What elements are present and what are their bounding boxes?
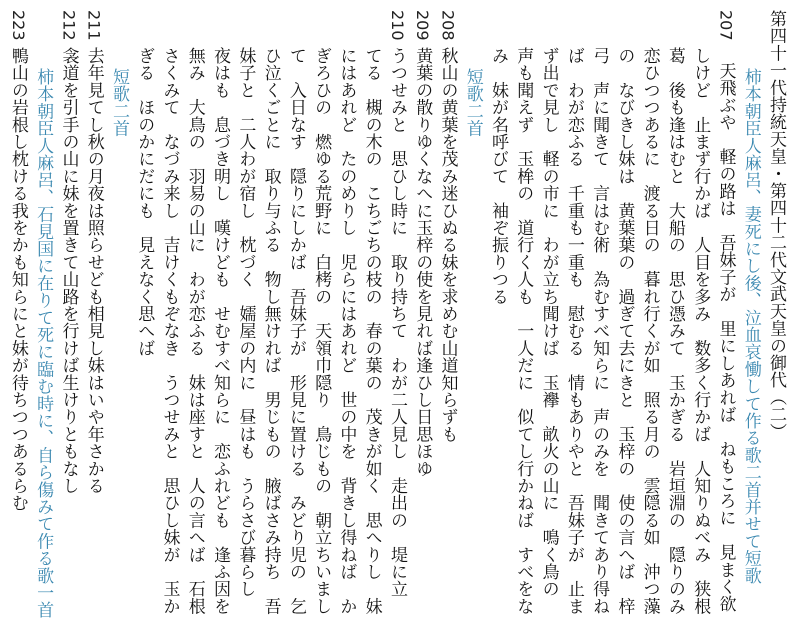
poem-text: うつせみと 思ひし時に 取り持ちて わが二人見し 走出の 堤に立 [386,47,407,598]
poem-text: 天飛ぶや 軽の路は 吾妹子が 里にしあれば ねもころに 見まく欲 [715,62,736,613]
poem-text: み 妹が名呼びて 袖ぞ振りつる [488,47,509,305]
poem-continuation-line [283,0,308,624]
poem-text: さくみて なづみ来し 吉けくもぞなき うつせみと 思ひし妹が 玉か [159,47,180,615]
poem-210 [384,0,409,624]
poem-continuation-line [510,0,535,624]
chapter-title [763,0,788,624]
heading-text: 柿本朝臣人麻呂、石見国に在りて死に臨む時に、自ら傷みて作る歌一首 [33,68,54,619]
poem-continuation-line [232,0,257,624]
poem-continuation-line [485,0,510,624]
section-heading [738,0,763,624]
poem-continuation-line [157,0,182,624]
poem-text: の なびきし妹は 黄葉葉の 過ぎて去にきと 玉梓の 使の言へば 梓 [614,47,635,615]
poem-continuation-line [359,0,384,624]
poem-continuation-line [637,0,662,624]
poem-text: 無み 大鳥の 羽易の山に わが恋ふる 妹は座すと 人の言へば 石根 [184,47,205,615]
poem-number: 223 [8,10,28,41]
poem-number: 207 [716,10,736,41]
poem-continuation-line [611,0,636,624]
poem-text: 恋ひつつあるに 渡る日の 暮れ行くが如 照る月の 雲隠る如 沖つ藻 [639,47,660,615]
title-text: 第四十一代持統天皇・第四十二代文武天皇の御代（二） [766,10,786,440]
poem-208 [434,0,459,624]
poem-209 [409,0,434,624]
poem-212 [55,0,80,624]
poem-text: ず出で見し 軽の市に わが立ち聞けば 玉襷 畝火の山に 鳴く鳥の [538,47,559,598]
poem-text: 声も聞えず 玉桙の 道行く人も 一人だに 似てし行かねば すべをな [513,47,534,615]
poem-continuation-line [207,0,232,624]
poem-continuation-line [258,0,283,624]
poem-text: ぎる ほのかにだにも 見えなく思へば [134,47,155,357]
poem-continuation-line [586,0,611,624]
poem-text: 黄葉の散りゆくなへに玉梓の使を見れば逢ひし日思ほゆ [412,47,433,477]
poem-number: 208 [438,10,458,41]
section-heading [460,0,485,624]
poem-text: ぎろひの 燃ゆる荒野に 白栲の 天領巾隠り 鳥じもの 朝立ちいまし [311,47,332,615]
poem-text: 去年見てし秋の月夜は照らせども相見し妹はいや年さかる [83,47,104,495]
poem-continuation-line [687,0,712,624]
poem-text: て 入日なす 隠りにしかば 吾妹子が 形見に置ける みどり児の 乞 [285,47,306,615]
heading-text: 短歌二首 [108,68,129,137]
poem-text: 葛 後も逢はむと 大船の 思ひ憑みて 玉かぎる 岩垣淵の 隠りのみ [664,47,685,615]
poem-continuation-line [561,0,586,624]
section-heading [106,0,131,624]
poem-223 [5,0,30,624]
poem-continuation-line [182,0,207,624]
poem-text: にはあれど たのめりし 児らにはあれど 世の中を 背きし得ねば か [336,47,357,615]
poem-continuation-line [536,0,561,624]
poem-207 [712,0,737,624]
poem-text: しけど 止まず行かば 人目を多み 数多く行かば 人知りぬべみ 狭根 [690,47,711,615]
poem-text: 妹子と 二人わが宿し 枕づく 嬬屋の内に 昼はも うらさび暮らし [235,47,256,598]
poem-text: 衾道を引手の山に妹を置きて山路を行けば生けりともなし [58,47,79,495]
poem-text: 弓 声に聞きて 言はむ術 為むすべ知らに 声のみを 聞きてあり得ね [589,47,610,615]
poem-continuation-line [131,0,156,624]
poem-number: 212 [59,10,79,41]
heading-text: 柿本朝臣人麻呂、妻死にし後、泣血哀慟して作る歌二首并せて短歌 [740,68,761,584]
poem-number: 209 [413,10,433,41]
poem-continuation-line [662,0,687,624]
poem-continuation-line [308,0,333,624]
poem-text: 鴨山の岩根し枕ける我をかも知らにと妹が待ちつつあるらむ [7,47,28,512]
section-heading [30,0,55,624]
poem-211 [81,0,106,624]
poem-text: てる 槻の木の こちごちの枝の 春の葉の 茂きが如く 思へりし 妹 [361,47,382,615]
poem-continuation-line [333,0,358,624]
poem-number: 210 [387,10,407,41]
poem-text: ば わが恋ふる 千重も一重も 慰むる 情もありやと 吾妹子が 止ま [563,47,584,615]
poem-text: 夜はも 息づき明し 嘆けども せむすべ知らに 恋ふれども 逢ふ因を [210,47,231,615]
heading-text: 短歌二首 [462,68,483,137]
poem-text: ひ泣くごとに 取り与ふる 物し無ければ 男じもの 腋ばさみ持ち 吾 [260,47,281,615]
poem-number: 211 [84,10,104,41]
poem-text: 秋山の黄葉を茂み迷ひぬる妹を求めむ山道知らずも [437,47,458,443]
